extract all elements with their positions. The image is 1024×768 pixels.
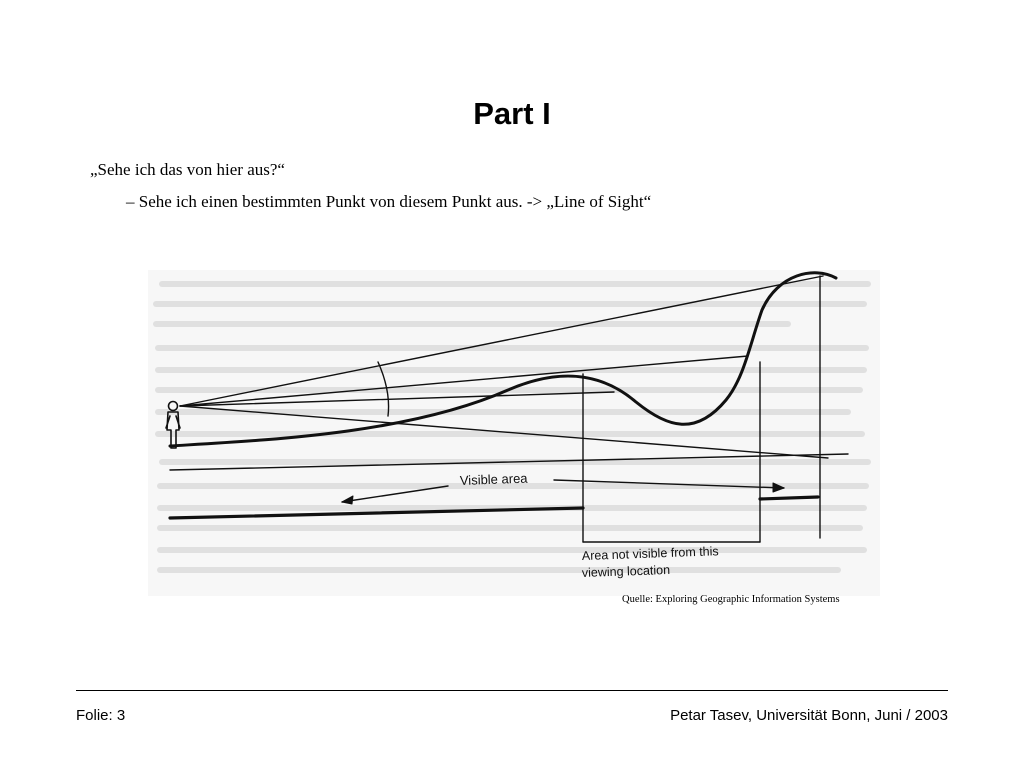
line-of-sight-figure	[148, 266, 880, 600]
footer-author: Petar Tasev, Universität Bonn, Juni / 2003	[670, 707, 948, 724]
visible-ground-right	[760, 497, 818, 499]
footer-divider	[76, 690, 948, 691]
visible-area-label: Visible area	[459, 470, 528, 488]
bullet-line-of-sight: – Sehe ich einen bestimmten Punkt von diesem Punkt aus. -> „Line of Sight“	[126, 192, 652, 211]
not-visible-label-line2: viewing location	[581, 562, 671, 580]
slide-title: Part I	[473, 96, 551, 131]
bullet-question: „Sehe ich das von hier aus?“	[90, 160, 285, 179]
figure-caption: Quelle: Exploring Geographic Information Systems	[622, 594, 840, 605]
slide-number: Folie: 3	[76, 707, 126, 724]
not-visible-label-line1: Area not visible from this	[581, 544, 719, 563]
